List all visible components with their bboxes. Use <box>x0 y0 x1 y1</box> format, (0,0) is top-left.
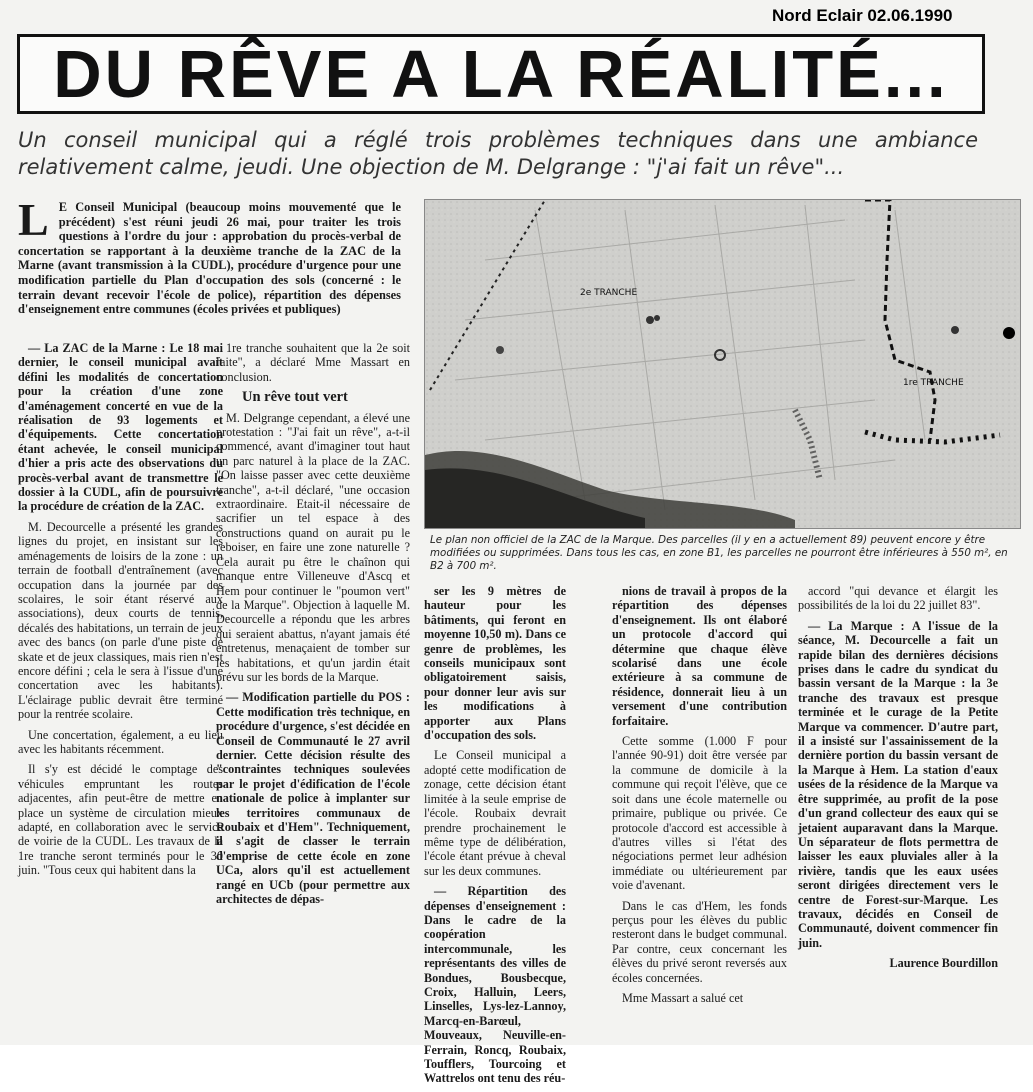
lead-paragraph: Un conseil municipal qui a réglé trois problèmes techniques dans une ambiance relativement calme, jeudi. Une objection de M. Delgrange : "j'ai fait un rêve"... <box>18 128 978 179</box>
col1-paragraph-3: Une concertation, également, a eu lieu avec les habitants récemment. <box>18 727 223 756</box>
col3-paragraph-1: ser les 9 mètres de hauteur pour les bâtiments, qui feront en moyenne 10,50 m). Dans ce genre de problèmes, les conseils municipaux sont obligatoirement saisis, pour donner leur avis sur les modifications à apporter aux Plans d'occupation des sols. <box>424 584 566 743</box>
enseignement-paragraph: — Répartition des dépenses d'enseignement : Dans le cadre de la coopération intercommunale, les représentants des villes de Bondues, Bousbecque, Croix, Halluin, Leers, Linselles, Lys-lez-Lannoy, Marcq-en-Barœul, Mouveaux, Neuville-en-Ferrain, Roncq, Roubaix, Toufflers, Tourcoing et Wattrelos ont tenu des réu- <box>424 884 566 1086</box>
zac-plan-drawing <box>425 200 1021 529</box>
label-tranche-1: 1re TRANCHE <box>903 378 964 388</box>
column-5 <box>798 584 998 977</box>
column-3 <box>424 584 566 1092</box>
headline: DU RÊVE A LA RÉALITÉ... <box>53 36 949 112</box>
col5-paragraph-1: accord "qui devance et élargit les possibilités de la loi du 22 juillet 83". <box>798 584 998 613</box>
column-1 <box>18 341 223 884</box>
zac-marne-paragraph: — La ZAC de la Marne : Le 18 mai dernier, le conseil municipal avait défini les modalités de concertation pour la création d'une zone d'aménagement concerté en vue de la réalisation de 93 logements et d'équipements. Cette concertation étant achevée, le conseil municipal d'hier a pris acte des observations du procès-verbal avant de transmettre le dossier à la CUDL, afin de poursuivre la procédure de création de la ZAC. <box>18 341 223 514</box>
col3-paragraph-2: Le Conseil municipal a adopté cette modification de zonage, cette décision étant limitée à la seule emprise de l'école. Roubaix devrait prendre prochainement le même type de délibération, l'école étant prévue à cheval sur les deux communes. <box>424 748 566 878</box>
col4-paragraph-1: nions de travail à propos de la répartition des dépenses d'enseignement. Ils ont élaboré un protocole d'accord qui détermine que chaque élève scolarisé dans une école extérieure à sa commune de résidence, donnerait lieu à un versement d'une contribution forfaitaire. <box>612 584 787 728</box>
source-label: Nord Eclair 02.06.1990 <box>772 6 953 25</box>
label-tranche-2: 2e TRANCHE <box>580 288 638 298</box>
column-2 <box>216 341 410 912</box>
drop-cap: L <box>18 194 49 245</box>
headline-banner <box>17 34 985 114</box>
subheading-reve-vert: Un rêve tout vert <box>242 389 348 406</box>
author-signature: Laurence Bourdillon <box>889 956 998 971</box>
map-figure <box>424 199 1021 581</box>
la-marque-paragraph: — La Marque : A l'issue de la séance, M. Decourcelle a fait un rapide bilan des dernières décisions prises dans le cadre du syndicat du bassin versant de la Marque : la 3e tranche des travaux est presque terminée et le curage de la Petite Marque va commencer. D'autre part, il a insisté sur l'assainissement de la dernière portion du bassin versant de la Marque à Hem. La station d'eaux usées de la résidence de la Marque va être supprimée, au profit de la pose d'un grand collecteur des eaux qui se jetaient auparavant dans la Marque. Un séparateur de flots permettra de laisser les eaux pluviales aller à la rivière, tandis que les eaux usées seront dirigées directement vers le centre de Forest-sur-Marque. Les travaux, décidés en Conseil de Communauté, doivent commencer fin juin. <box>798 618 998 950</box>
col2-paragraph-1: 1re tranche souhaitent que la 2e soit faite", a déclaré Mme Massart en conclusion. <box>216 341 410 384</box>
map-caption: Le plan non officiel de la ZAC de la Marque. Des parcelles (il y en a actuellement 89) peuvent encore y être modifiées ou supprimées. Dans tous les cas, en zone B1, les parcelles ne pourront être inférieures à 550 m², en B2 à 700 m². <box>430 534 1008 572</box>
col4-paragraph-3: Dans le cas d'Hem, les fonds perçus pour les élèves du public resteront dans le budget communal. Par contre, ceux concernant les élèves du privé seront reversés aux écoles concernées. <box>612 898 787 985</box>
col4-paragraph-4: Mme Massart a salué cet <box>622 990 744 1005</box>
col1-paragraph-4: Il s'y est décidé le comptage des véhicules empruntant les routes adjacentes, afin peut-être de mettre en place un système de circulation mieux adapté, en collaboration avec le service de voirie de la CUDL. Les travaux de la 1re tranche seront terminés pour le 30 juin. "Tous ceux qui habitent dans la <box>18 762 223 878</box>
pos-paragraph: — Modification partielle du POS : Cette modification très technique, en procédure d'urgence, s'est décidée en Conseil de Communauté le 27 avril dernier. Cette décision résulte des "contraintes techniques soulevées par le projet d'édification de l'école nationale de police à implanter sur les territoires communaux de Roubaix et d'Hem". Techniquement, il s'agit de classer le terrain d'emprise de cette école en zone UCa, alors qu'il est actuellement rangé en UCb (pour permettre aux architectes de dépas- <box>216 690 410 907</box>
column-4 <box>612 584 787 1011</box>
zac-plan-photo <box>424 199 1021 529</box>
intro-paragraph <box>18 194 401 317</box>
col4-paragraph-2: Cette somme (1.000 F pour l'année 90-91) doit être versée par la commune de domicile à la commune qui reçoit l'élève, que ce soit dans une école maternelle ou primaire, publique ou privée. Ce protocole d'accord est accessible à d'autres villes si l'état des négociations permet leur adhésion immédiate ou ultérieurement par voie d'avenant. <box>612 734 787 893</box>
intro-text: E Conseil Municipal (beaucoup moins mouvementé que le précédent) s'est réuni jeudi 26 mai, pour traiter les trois questions à l'ordre du jour : approbation du procès-verbal de concertation se rapportant à la deuxième tranche de la ZAC de la Marne (avant transmission à la CUDL), procédure d'urgence pour une modification partielle du Plan d'occupation des sols (concerné : le terrain devant recevoir l'école de police), répartition des dépenses d'enseignement entre communes (écoles privées et publiques) <box>18 200 401 317</box>
col1-paragraph-2: M. Decourcelle a présenté les grandes lignes du projet, en insistant sur les aménagements de loisirs de la zone : un terrain de football d'entraînement (avec occupation dans la journée par des scolaires, le soir étant réservé aux associations), deux courts de tennis, décalés des habitations, un terrain de jeux avec des bancs (on parle d'une piste de skate et de jeux classiques, mais rien n'est encore défini ; cela le sera à l'issue d'une concertation avec les habitants). L'éclairage public devrait être terminé pour la rentrée scolaire. <box>18 519 223 722</box>
col2-paragraph-2: M. Delgrange cependant, a élevé une protestation : "J'ai fait un rêve", a-t-il commencé, avant d'imaginer tout haut un parc naturel à la place de la ZAC. "On laisse passer avec cette deuxième tranche", a-t-il déclaré, "une occasion extraordinaire. Etait-il nécessaire de sacrifier un tel espace à des constructions quand on aurait pu le reboiser, en faire une zone naturelle ? Cela aurait pu être le chaînon qui manque entre Villeneuve d'Ascq et Hem pour continuer le "poumon vert" de la Marque". Objection à laquelle M. Decourcelle a répondu que les arbres qui seraient abattus, n'ayant jamais été entretenus, menaçaient de tomber sur les habitations, et qu'un jardin était prévu sur les bords de la Marque. <box>216 410 410 684</box>
